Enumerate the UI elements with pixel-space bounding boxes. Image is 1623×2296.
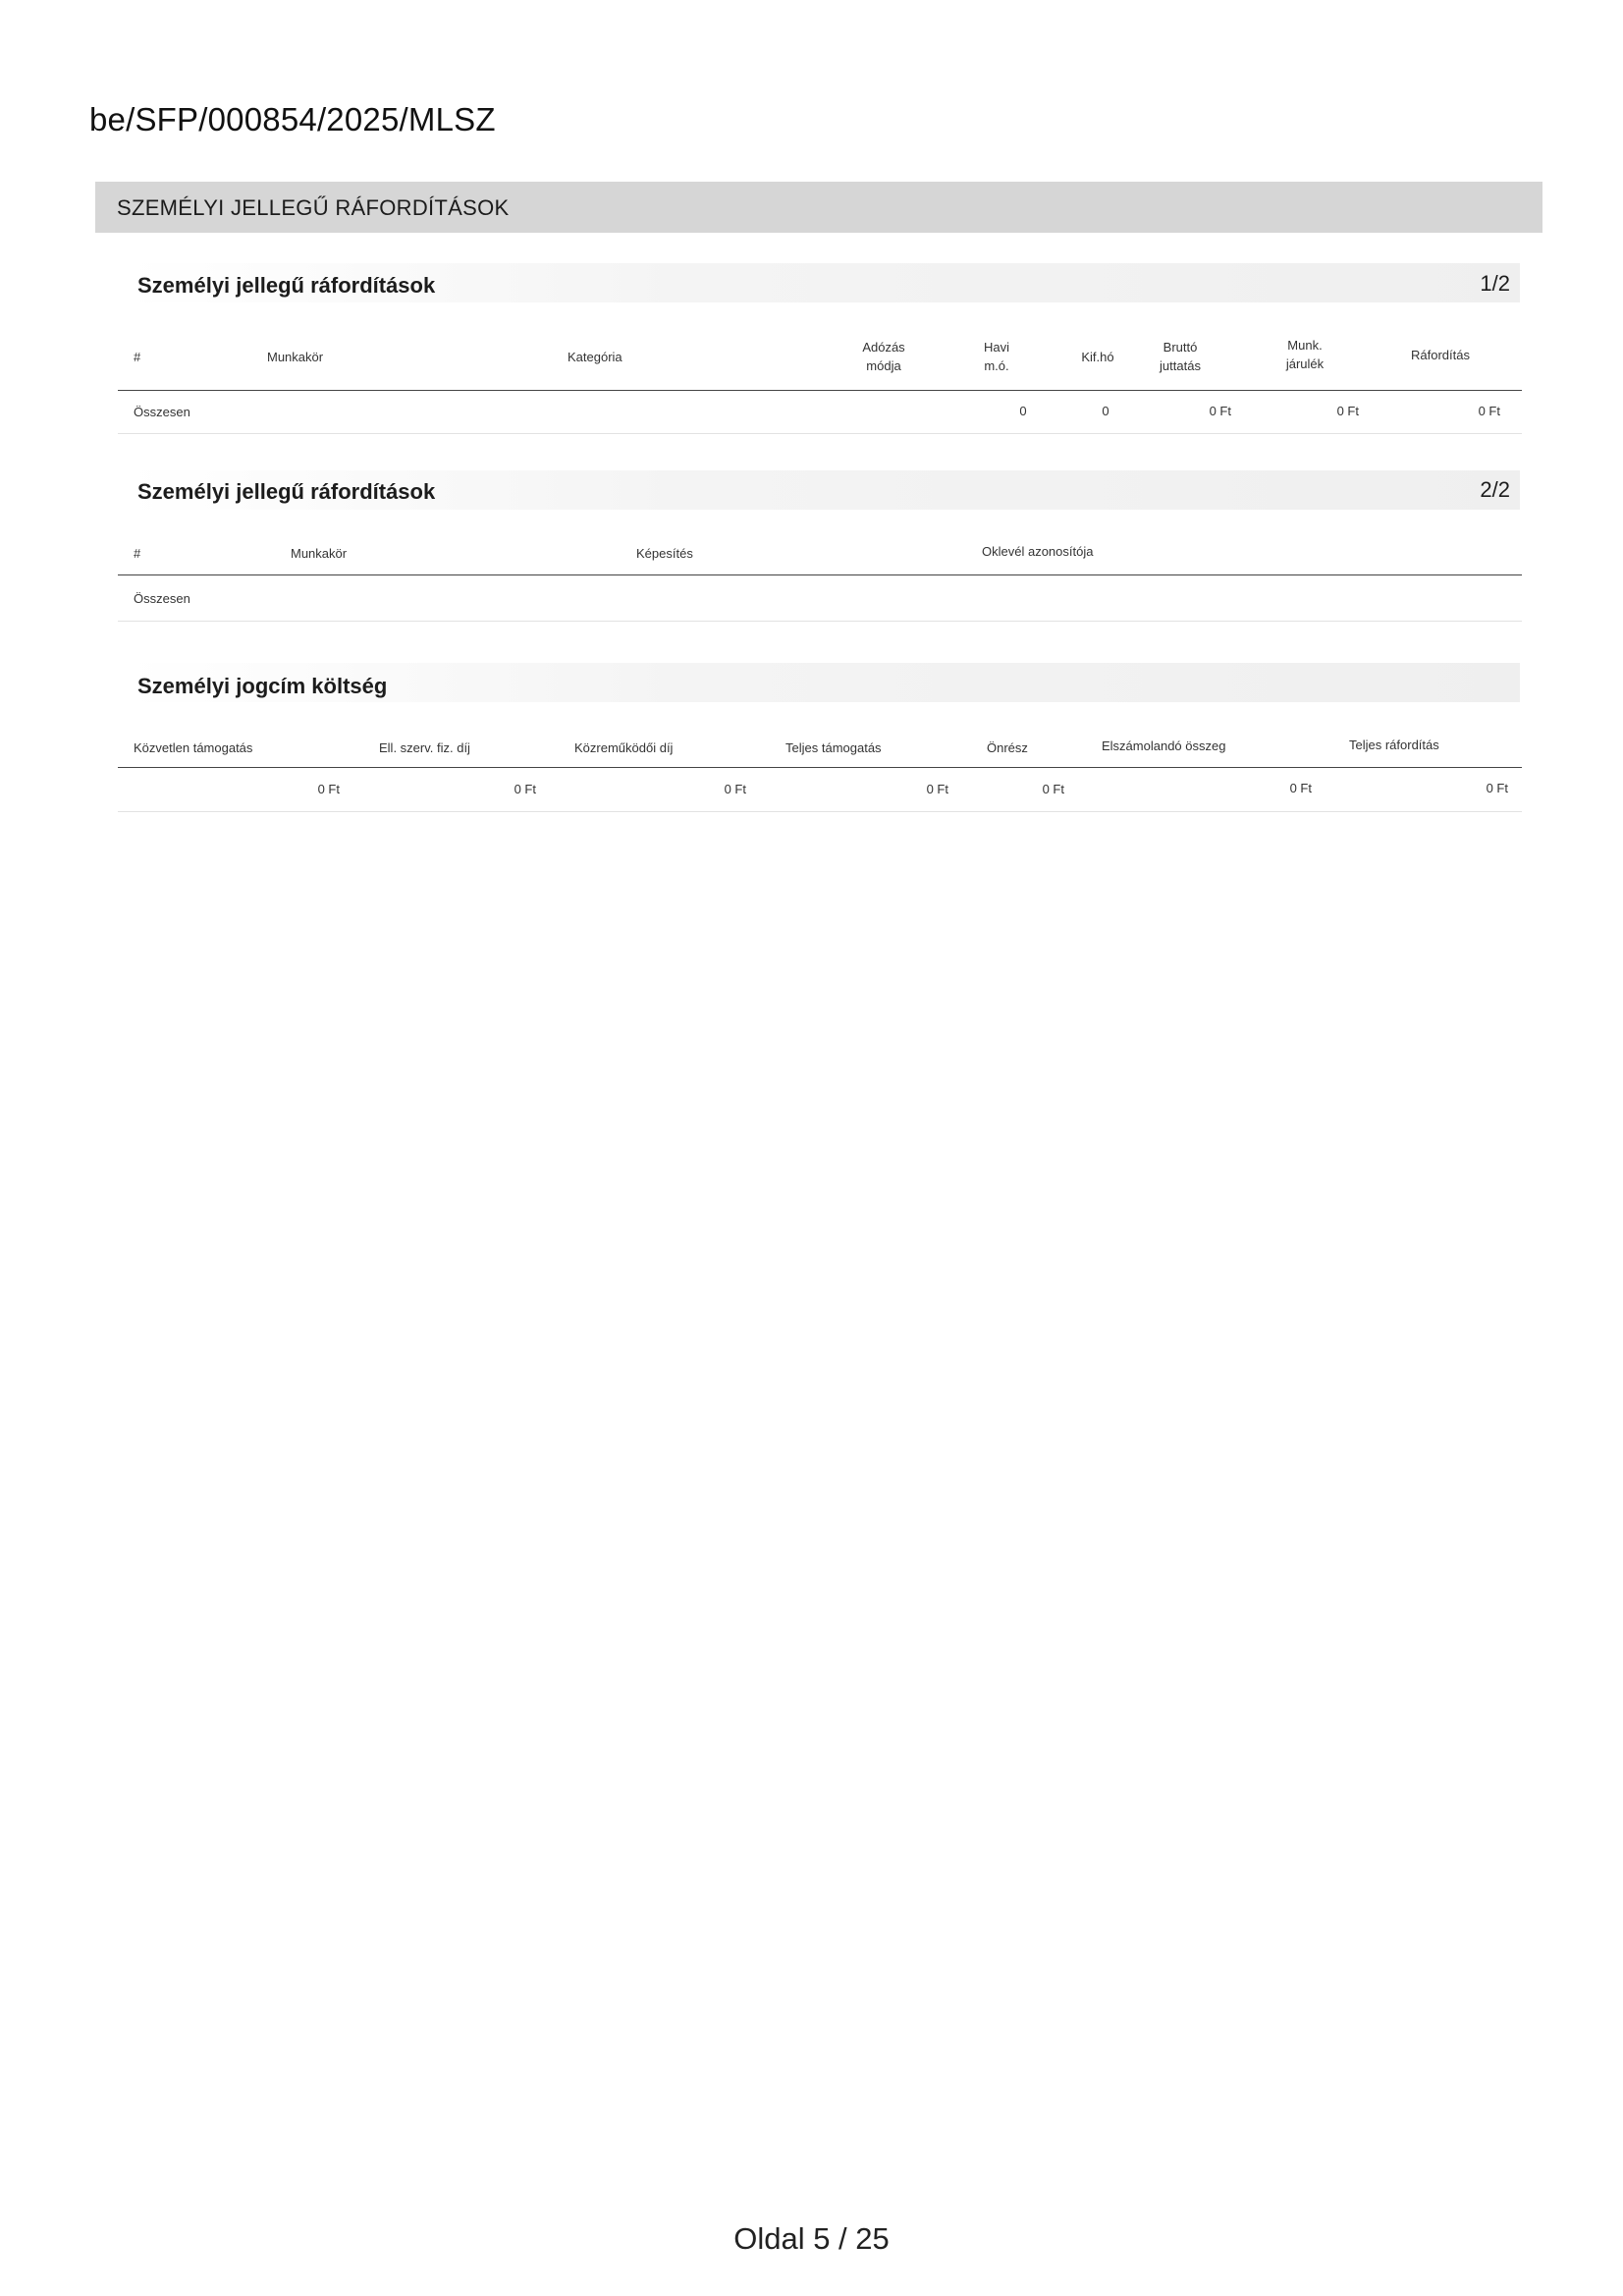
section2-total-label: Összesen bbox=[134, 591, 190, 606]
col-header-teljes-raforditas: Teljes ráfordítás bbox=[1349, 738, 1439, 752]
col-header-kategoria: Kategória bbox=[568, 350, 622, 364]
value-teljes-tamogatas: 0 Ft bbox=[926, 782, 948, 796]
col-header-munk-line2: járulék bbox=[1285, 356, 1325, 371]
section1-page-indicator: 1/2 bbox=[1480, 271, 1510, 296]
value-elszamolando: 0 Ft bbox=[1289, 781, 1312, 795]
section1-bottom-divider bbox=[118, 433, 1522, 434]
section1-header-divider bbox=[118, 390, 1522, 391]
value-onresz: 0 Ft bbox=[1042, 782, 1064, 796]
col-header-brutto-line2: juttatás bbox=[1160, 358, 1201, 373]
value-teljes-raforditas: 0 Ft bbox=[1486, 781, 1508, 795]
total-brutto: 0 Ft bbox=[1209, 404, 1231, 418]
col-header-brutto bbox=[1145, 338, 1216, 375]
col-header-adozas-line1: Adózás bbox=[862, 340, 905, 355]
col-header-adozas-line2: módja bbox=[866, 358, 901, 373]
col-header-teljes-tamogatas: Teljes támogatás bbox=[785, 740, 882, 755]
col-header-elszamolando: Elszámolandó összeg bbox=[1102, 738, 1226, 753]
total-raforditas: 0 Ft bbox=[1478, 404, 1500, 418]
col-header-kifho: Kif.hó bbox=[1081, 350, 1114, 364]
section2-page-indicator: 2/2 bbox=[1480, 477, 1510, 502]
total-havi: 0 bbox=[1019, 404, 1027, 418]
section2-header-divider bbox=[118, 574, 1522, 575]
page-number-footer: Oldal 5 / 25 bbox=[733, 2221, 890, 2256]
col-header-num: # bbox=[134, 350, 141, 364]
col-header-oklevel: Oklevél azonosítója bbox=[982, 544, 1094, 559]
value-kozvetlen: 0 Ft bbox=[317, 782, 340, 796]
col-header-ell: Ell. szerv. fiz. díj bbox=[379, 740, 470, 755]
col-header-munk-line1: Munk. bbox=[1287, 338, 1323, 353]
section1-title: Személyi jellegű ráfordítások bbox=[137, 273, 436, 298]
col-header-munkakor: Munkakör bbox=[267, 350, 324, 364]
value-ell: 0 Ft bbox=[514, 782, 536, 796]
col-header-kozremukodoi: Közreműködői díj bbox=[574, 740, 674, 755]
col-header-havi-line2: m.ó. bbox=[984, 358, 1009, 373]
col-header-kepesites: Képesítés bbox=[636, 546, 693, 561]
col-header-havi-line1: Havi bbox=[983, 340, 1009, 355]
total-label: Összesen bbox=[134, 405, 190, 419]
col-header-adozas bbox=[844, 338, 923, 375]
section-banner bbox=[95, 182, 1542, 233]
col-header-brutto-line1: Bruttó bbox=[1163, 340, 1198, 355]
col-header-raforditas: Ráfordítás bbox=[1411, 348, 1470, 362]
section2-title: Személyi jellegű ráfordítások bbox=[137, 479, 436, 504]
col-header-onresz: Önrész bbox=[987, 740, 1028, 755]
banner-title: SZEMÉLYI JELLEGŰ RÁFORDÍTÁSOK bbox=[117, 195, 510, 220]
section3-title: Személyi jogcím költség bbox=[137, 674, 388, 698]
total-kifho: 0 bbox=[1102, 404, 1109, 418]
col-header-num: # bbox=[134, 546, 141, 561]
col-header-munkakor: Munkakör bbox=[291, 546, 348, 561]
total-munk: 0 Ft bbox=[1336, 404, 1359, 418]
section2-bottom-divider bbox=[118, 621, 1522, 622]
col-header-munk bbox=[1272, 336, 1337, 373]
col-header-havi bbox=[972, 338, 1021, 375]
document-reference: be/SFP/000854/2025/MLSZ bbox=[89, 101, 496, 137]
section3-header-divider bbox=[118, 767, 1522, 768]
value-kozremukodoi: 0 Ft bbox=[724, 782, 746, 796]
col-header-kozvetlen: Közvetlen támogatás bbox=[134, 740, 253, 755]
section3-bottom-divider bbox=[118, 811, 1522, 812]
